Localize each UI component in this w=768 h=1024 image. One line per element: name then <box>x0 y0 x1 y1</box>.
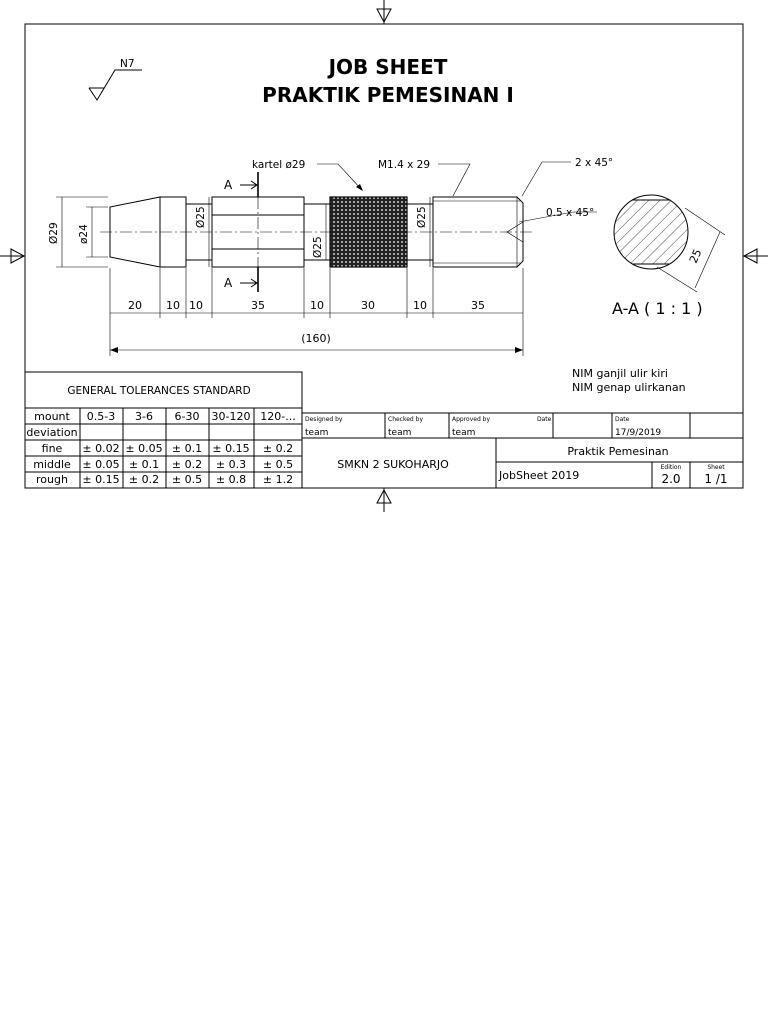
tol-middle-2: ± 0.1 <box>128 458 160 471</box>
date-label-1: Date <box>537 416 552 423</box>
tol-rough-1: ± 0.15 <box>82 473 120 486</box>
length-label-4: 35 <box>251 299 265 312</box>
tol-middle-3: ± 0.2 <box>171 458 203 471</box>
school-name: SMKN 2 SUKOHARJO <box>337 458 449 471</box>
checked-by-label: Checked by <box>388 416 424 423</box>
tol-header-3: 6-30 <box>174 410 200 423</box>
tol-rough-2: ± 0.2 <box>128 473 160 486</box>
section-marker-bottom: A <box>224 276 233 290</box>
chamfer-large-callout: 2 x 45° <box>575 157 614 169</box>
tol-header-4: 30-120 <box>211 410 251 423</box>
tol-rough-5: ± 1.2 <box>262 473 294 486</box>
section-view-label: A-A ( 1 : 1 ) <box>612 299 703 318</box>
overall-length-label: (160) <box>301 332 331 345</box>
sheet-label: Sheet <box>707 464 725 471</box>
date-label-2: Date <box>615 416 630 423</box>
tol-deviation-label: deviation <box>26 426 78 439</box>
sheet-value: 1 /1 <box>704 472 728 486</box>
note-line-1: NIM ganjil ulir kiri <box>572 367 668 380</box>
tol-fine-2: ± 0.05 <box>125 442 163 455</box>
diameter-label-25b: Ø25 <box>312 236 324 258</box>
tol-header-0: mount <box>34 410 70 423</box>
tol-header-1: 0.5-3 <box>86 410 116 423</box>
designed-by-value: team <box>305 428 329 438</box>
tol-rough-4: ± 0.8 <box>215 473 247 486</box>
thread-callout: M1.4 x 29 <box>378 159 431 171</box>
edition-label: Edition <box>660 464 682 471</box>
diameter-label-25a: Ø25 <box>195 206 207 228</box>
tol-header-5: 120-... <box>260 410 296 423</box>
length-label-7: 10 <box>413 299 427 312</box>
tol-rough-3: ± 0.5 <box>171 473 203 486</box>
length-label-3: 10 <box>189 299 203 312</box>
tol-fine-4: ± 0.15 <box>212 442 250 455</box>
tol-fine-5: ± 0.2 <box>262 442 294 455</box>
approved-by-value: team <box>452 428 476 438</box>
tol-middle-5: ± 0.5 <box>262 458 294 471</box>
diameter-label-24: ø24 <box>78 224 90 244</box>
checked-by-value: team <box>388 428 412 438</box>
diameter-label-25c: Ø25 <box>416 206 428 228</box>
section-marker-top: A <box>224 178 233 192</box>
tol-fine-3: ± 0.1 <box>171 442 203 455</box>
section-view <box>608 195 725 292</box>
chamfer-small-callout: 0.5 x 45° <box>546 207 595 219</box>
shaft-knurl-section <box>330 197 407 267</box>
length-label-6: 30 <box>361 299 375 312</box>
tolerance-table-title: GENERAL TOLERANCES STANDARD <box>67 385 251 397</box>
length-label-5: 10 <box>310 299 324 312</box>
tol-rough-label: rough <box>36 473 68 486</box>
tol-middle-4: ± 0.3 <box>215 458 247 471</box>
approved-by-label: Approved by <box>452 416 491 423</box>
edition-value: 2.0 <box>661 472 681 486</box>
section-width-label: 25 <box>686 247 705 266</box>
diameter-label-29: Ø29 <box>48 222 60 244</box>
tol-middle-1: ± 0.05 <box>82 458 120 471</box>
length-label-2: 10 <box>166 299 180 312</box>
tol-middle-label: middle <box>33 458 71 471</box>
note-line-2: NIM genap ulirkanan <box>572 381 686 394</box>
surface-finish-label: N7 <box>120 58 135 70</box>
tol-header-2: 3-6 <box>135 410 153 423</box>
knurl-callout: kartel ø29 <box>252 159 306 171</box>
subject-name: Praktik Pemesinan <box>567 445 669 458</box>
length-label-8: 35 <box>471 299 485 312</box>
tol-fine-1: ± 0.02 <box>82 442 120 455</box>
designed-by-label: Designed by <box>305 416 343 423</box>
document-name: JobSheet 2019 <box>499 469 580 482</box>
title-line-1: JOB SHEET <box>328 55 448 79</box>
tol-fine-label: fine <box>41 442 63 455</box>
date-value: 17/9/2019 <box>615 428 662 438</box>
surface-finish-symbol <box>89 70 142 100</box>
length-label-1: 20 <box>128 299 142 312</box>
title-line-2: PRAKTIK PEMESINAN I <box>262 83 514 107</box>
